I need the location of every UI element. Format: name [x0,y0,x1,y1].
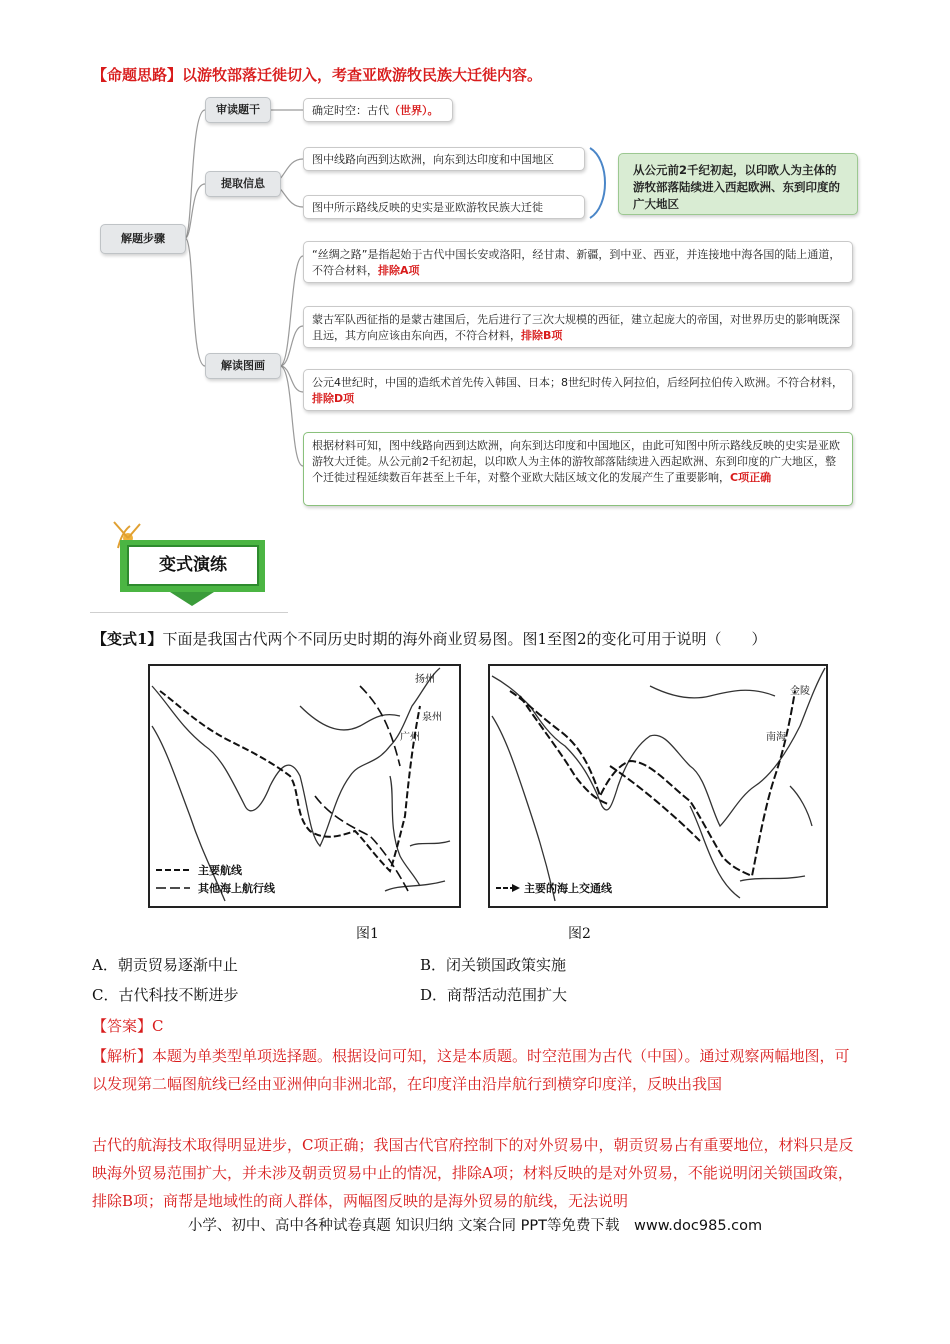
caption-map-2: 图2 [568,926,591,942]
question: 【变式1】下面是我国古代两个不同历史时期的海外商业贸易图。图1至图2的变化可用于说明（ ） [92,630,767,648]
map-1 [148,664,461,908]
legend-main-route: 主要航线 [198,864,242,877]
map-2-drawing [490,666,826,906]
banner-fold [170,592,214,606]
legend-other-route: 其他海上航行线 [198,882,275,895]
place-jinling: 金陵 [790,686,810,697]
leaf-conclusion: 根据材料可知，图中线路向西到达欧洲，向东到达印度和中国地区，由此可知图中所示路线反映的史实是亚欧游牧大迁徙。从公元前2千纪初起，以印欧人为主体的游牧部落陆续进入西起欧洲、东到印度的广大地区，整个迁徙过程延续数百年甚至上千年，对整个亚欧大陆区域文化的发展产生了重要影响，C项正确 [303,432,853,506]
map-2 [488,664,828,908]
leaf-time-space: 确定时空：古代（世界）。 [303,98,453,122]
option-d[interactable]: D．商帮活动范围扩大 [420,986,568,1004]
section-banner: 变式演练 [127,545,259,586]
option-b[interactable]: B．闭关锁国政策实施 [420,956,567,974]
leaf-route-info: 图中线路向西到达欧洲，向东到达印度和中国地区 [303,147,585,171]
legend-sea-route: 主要的海上交通线 [524,882,612,895]
branch-interpret: 解读图画 [205,353,281,379]
leaf-paper: 公元4世纪时，中国的造纸术首先传入韩国、日本；8世纪时传入阿拉伯，后经阿拉伯传入欧洲。不符合材料，排除D项 [303,369,853,411]
answer: 【答案】C [92,1017,164,1035]
place-nanhai: 南海 [766,732,786,743]
leaf-mongol: 蒙古军队西征指的是蒙古建国后，先后进行了三次大规模的西征，建立起庞大的帝国，对世界历史的影响既深且远，其方向应该由东向西，不符合材料，排除B项 [303,306,853,348]
map-1-drawing [150,666,459,906]
branch-extract: 提取信息 [205,171,281,197]
option-a[interactable]: A．朝贡贸易逐渐中止 [92,956,238,974]
leaf-silk-road: “丝绸之路”是指起始于古代中国长安或洛阳，经甘肃、新疆，到中亚、西亚，并连接地中海各国的陆上通道，不符合材料，排除A项 [303,241,853,283]
mindmap-root: 解题步骤 [100,224,186,254]
option-c[interactable]: C．古代科技不断进步 [92,986,239,1004]
heading: 【命题思路】以游牧部落迁徙切入，考查亚欧游牧民族大迁徙内容。 [92,66,543,84]
analysis-p2: 古代的航海技术取得明显进步，C项正确；我国古代官府控制下的对外贸易中，朝贡贸易占有重要地位，材料只是反映海外贸易范围扩大，并未涉及朝贡贸易中止的情况，排除A项；材料反映的是对外贸易，不能说明闭关锁国政策，排除B项；商帮是地域性的商人群体，两幅图反映的是海外贸易的航线，无法说明 [92,1136,854,1210]
caption-map-1: 图1 [356,926,379,942]
place-yangzhou: 扬州 [415,674,435,685]
summary-box: 从公元前2千纪初起，以印欧人为主体的游牧部落陆续进入西起欧洲、东到印度的广大地区 [618,153,858,215]
place-guangzhou: 广州 [400,732,420,743]
footer: 小学、初中、高中各种试卷真题 知识归纳 文案合同 PPT等免费下载 www.doc985.com [187,1218,763,1234]
place-quanzhou: 泉州 [422,712,442,723]
leaf-route-fact: 图中所示路线反映的史实是亚欧游牧民族大迁徙 [303,195,585,219]
branch-review: 审读题干 [205,97,271,123]
divider [90,612,288,613]
analysis-p1: 【解析】本题为单类型单项选择题。根据设问可知，这是本质题。时空范围为古代（中国）。通过观察两幅地图，可以发现第二幅图航线已经由亚洲伸向非洲北部，在印度洋由沿岸航行到横穿印度洋，反映出我国 [92,1047,850,1093]
